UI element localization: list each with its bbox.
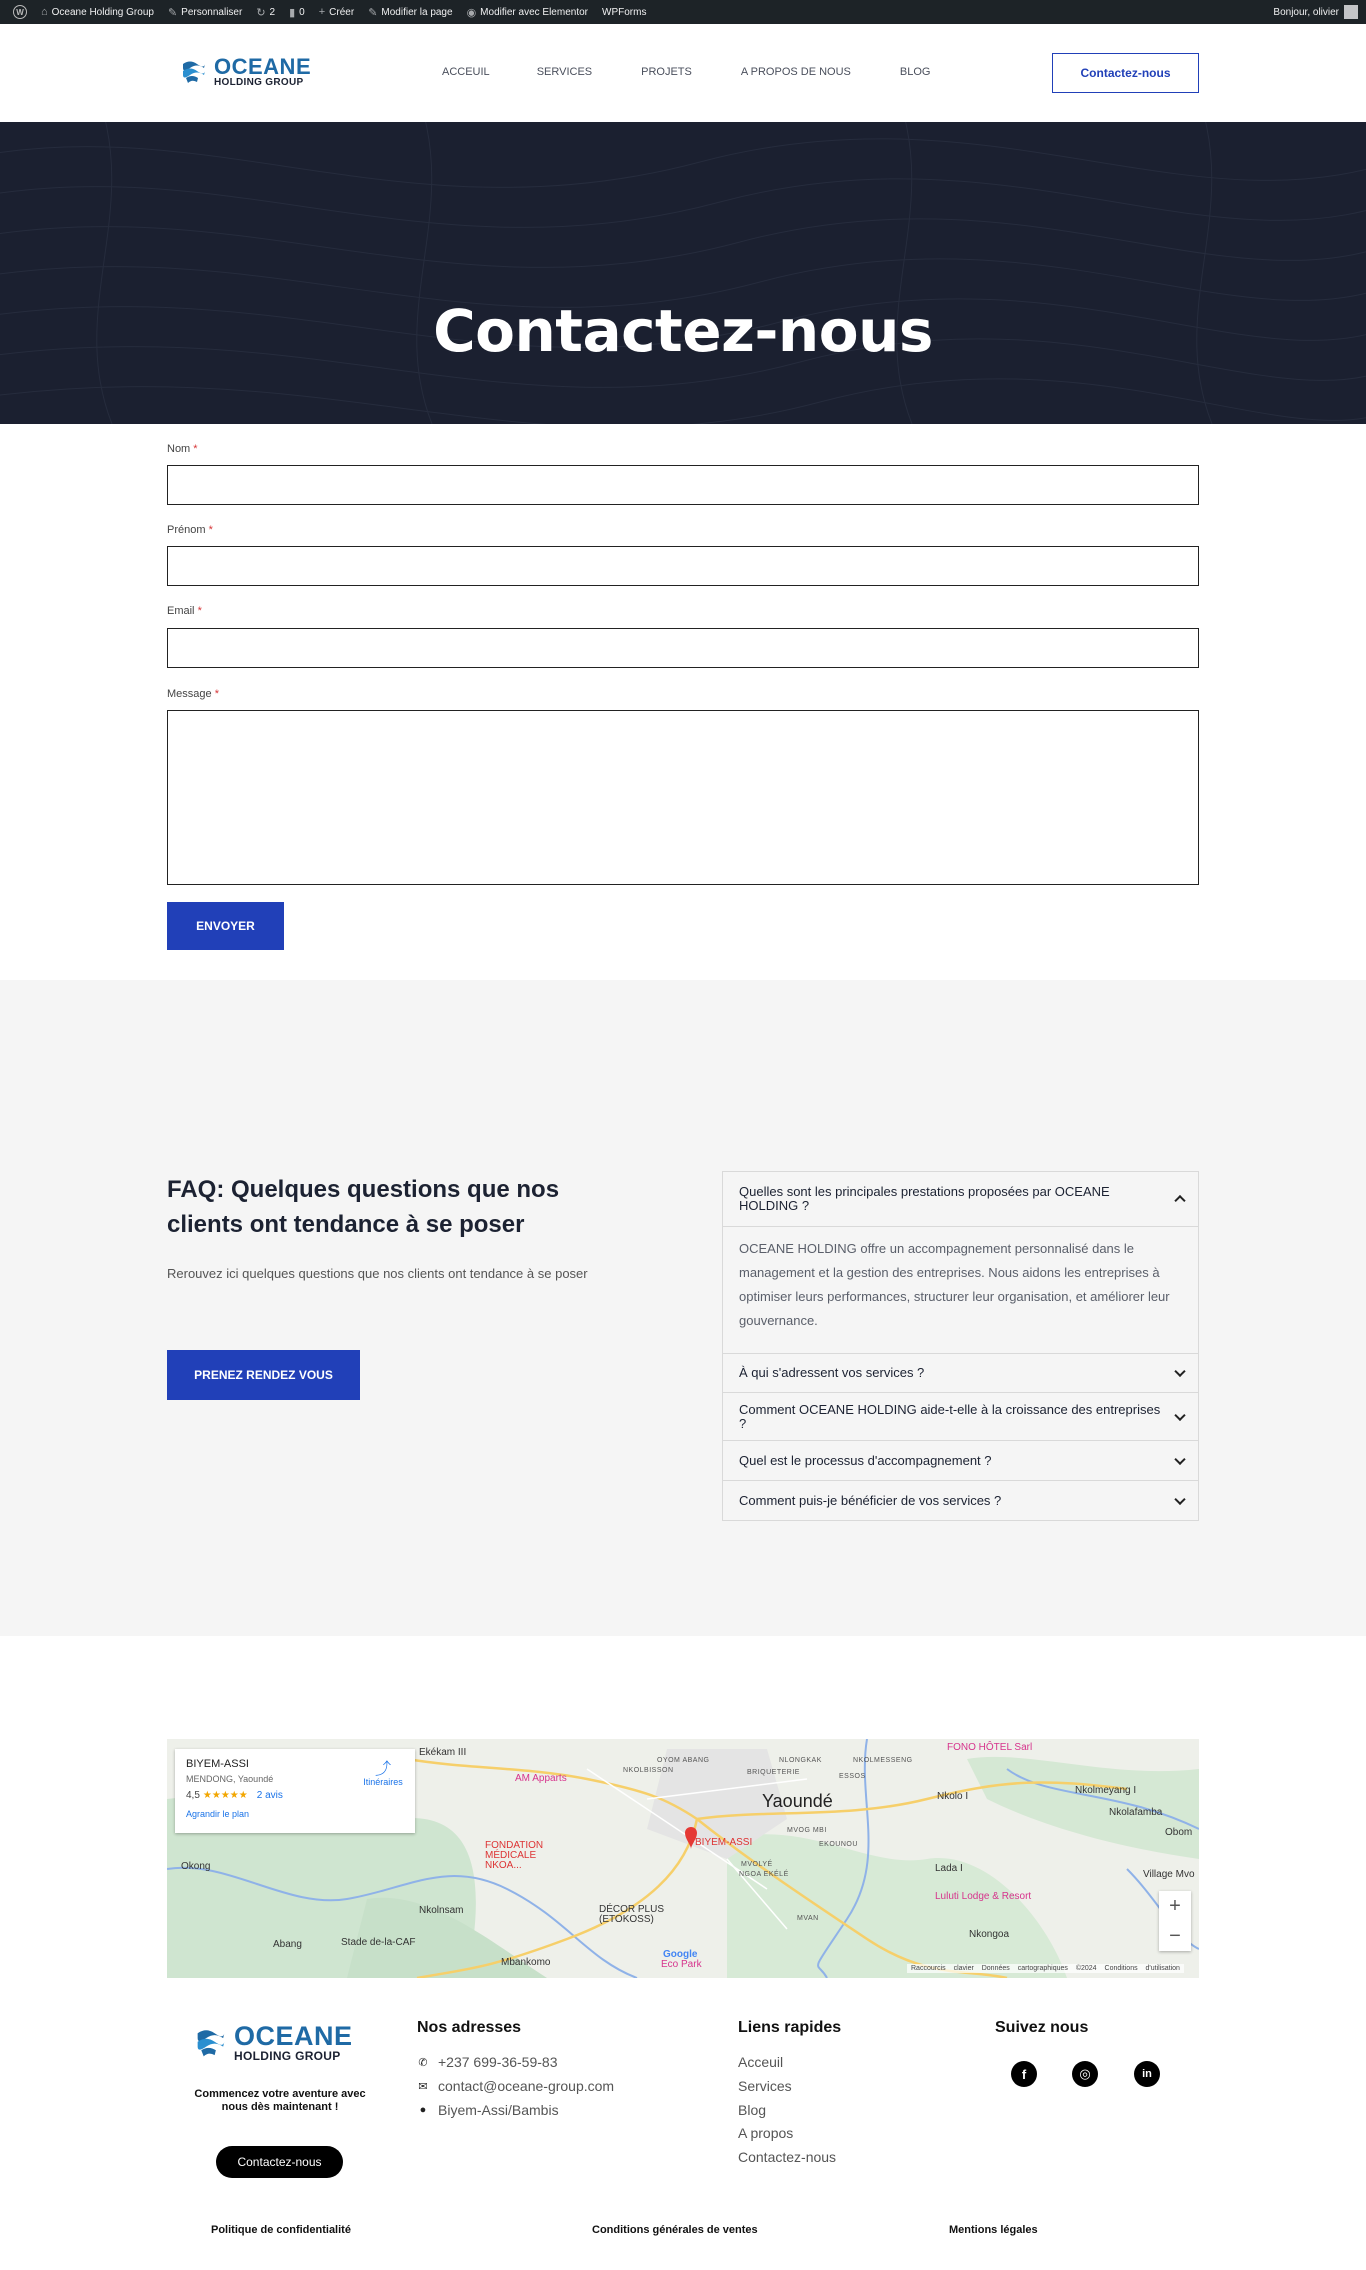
footer-links-title: Liens rapides [738, 2019, 842, 2036]
footer-tagline: Commencez votre aventure avec nous dès maintenant ! [194, 2088, 366, 2113]
nav-acceuil[interactable]: ACCEUIL [442, 66, 490, 78]
map-label: Stade de-la-CAF [341, 1937, 416, 1948]
facebook-icon[interactable]: f [1011, 2061, 1037, 2087]
footer-logo[interactable]: OCEANE HOLDING GROUP [194, 2023, 353, 2062]
admin-updates[interactable]: ↻ 2 [256, 6, 276, 19]
faq-item [723, 1480, 1198, 1520]
faq-title: FAQ: Quelques questions que nos clients ont tendance à se poser [167, 1176, 560, 1238]
home-icon: ⌂ [41, 6, 48, 18]
logo-wave-icon [180, 58, 208, 86]
zoom-in-button[interactable]: + [1169, 1894, 1181, 1917]
avatar [1344, 5, 1358, 19]
pencil-icon: ✎ [368, 6, 378, 19]
message-textarea[interactable] [167, 710, 1199, 885]
map-label: BIYEM-ASSI [695, 1837, 753, 1848]
map-label: Obom [1165, 1827, 1193, 1838]
prenom-label: Prénom * [167, 524, 213, 536]
site-footer [0, 1978, 1366, 2270]
phone-icon: ✆ [418, 2056, 428, 2069]
comment-icon: ▮ [289, 6, 296, 19]
map-label: MVOG MBI [787, 1827, 827, 1834]
faq-question-3[interactable]: Comment OCEANE HOLDING aide-t-elle à la croissance des entreprises ? [723, 1393, 1198, 1440]
footer-link-contact[interactable]: Contactez-nous [738, 2149, 837, 2165]
footer-link-services[interactable]: Services [738, 2078, 792, 2094]
terms-link[interactable]: Conditions générales de ventes [592, 2224, 758, 2236]
wordpress-icon: W [13, 5, 27, 19]
map-label: FONO HÔTEL Sarl [947, 1742, 1033, 1753]
map-label: Nkolo I [937, 1791, 969, 1802]
logo-wave-icon [194, 2026, 228, 2060]
faq-question-2[interactable]: À qui s'adressent vos services ? [723, 1354, 1198, 1392]
appointment-button[interactable]: PRENEZ RENDEZ VOUS [167, 1350, 360, 1400]
hero-pattern [0, 122, 1366, 424]
reviews-link[interactable]: 2 avis [256, 1790, 283, 1801]
nom-input[interactable] [167, 465, 1199, 505]
map-label: Village Mvo [1143, 1869, 1195, 1880]
faq-question-4[interactable]: Quel est le processus d'accompagnement ? [723, 1441, 1198, 1480]
footer-email[interactable]: ✉ contact@oceane-group.com [418, 2078, 615, 2094]
map-label: NKOLBISSON [623, 1767, 674, 1774]
faq-item [723, 1440, 1198, 1480]
zoom-out-button[interactable]: − [1169, 1924, 1181, 1947]
footer-link-a-propos[interactable]: A propos [738, 2125, 794, 2141]
map-label: OYOM ABANG [657, 1757, 710, 1764]
footer-address: ● Biyem-Assi/Bambis [417, 2102, 559, 2118]
enlarge-map-link[interactable]: Agrandir le plan [186, 1809, 250, 1819]
footer-social-title: Suivez nous [995, 2019, 1089, 2036]
admin-account[interactable]: Bonjour, olivier [1273, 5, 1366, 19]
footer-link-acceuil[interactable]: Acceuil [738, 2054, 784, 2070]
faq-description: Rerouvez ici quelques questions que nos clients ont tendance à se poser [167, 1266, 588, 1281]
admin-customize[interactable]: ✎ Personnaliser [167, 6, 243, 19]
admin-site-name[interactable]: ⌂ Oceane Holding Group [41, 6, 154, 18]
map-label: Nkolafamba [1109, 1807, 1163, 1818]
page-title: Contactez-nous [433, 297, 933, 365]
star-icon: ★★★★★ [202, 1790, 248, 1801]
nav-blog[interactable]: BLOG [899, 66, 931, 78]
chevron-down-icon [1174, 1366, 1185, 1377]
map-label: Okong [181, 1861, 211, 1872]
legal-notice-link[interactable]: Mentions légales [949, 2224, 1038, 2236]
page-hero [0, 122, 1366, 424]
faq-answer-1: OCEANE HOLDING offre un accompagnement personnalisé dans le management et la gestion des entreprises. Nous aidons les entreprises à optimiser leurs performances, structurer leur organisation, et améliorer leur gouvernance. [723, 1226, 1198, 1353]
nav-projets[interactable]: PROJETS [641, 66, 692, 78]
map-label: Abang [273, 1939, 302, 1950]
admin-wpforms[interactable]: WPForms [602, 6, 647, 18]
map-label: Eco Park [661, 1959, 702, 1970]
footer-contact-button[interactable]: Contactez-nous [216, 2146, 343, 2178]
wordpress-logo-menu[interactable] [6, 0, 34, 24]
faq-question-5[interactable]: Comment puis-je bénéficier de vos services ? [723, 1481, 1198, 1520]
map-label: Nkolmeyang I [1075, 1785, 1137, 1796]
nom-label: Nom * [167, 443, 198, 455]
privacy-policy-link[interactable]: Politique de confidentialité [211, 2224, 351, 2236]
map-label: Mbankomo [501, 1957, 551, 1968]
footer-link-blog[interactable]: Blog [738, 2102, 767, 2118]
map-label: Luluti Lodge & Resort [935, 1891, 1032, 1902]
message-label: Message * [167, 688, 219, 700]
map-label: AM Apparts [515, 1773, 567, 1784]
nav-services[interactable]: SERVICES [536, 66, 593, 78]
map-label: BRIQUETERIE [747, 1769, 800, 1776]
site-header [0, 24, 1366, 122]
admin-comments[interactable]: ▮ 0 [289, 6, 305, 19]
map-label: ESSOS [839, 1773, 866, 1780]
map-label: DÉCOR PLUS (ETOKOSS) [599, 1904, 665, 1925]
elementor-icon: ◉ [466, 6, 477, 19]
map-label: NKOLMESSENG [853, 1757, 913, 1764]
chevron-down-icon [1174, 1453, 1185, 1464]
admin-edit-page[interactable]: ✎ Modifier la page [368, 6, 453, 19]
faq-item [723, 1172, 1198, 1353]
map-label: NGOA EKÉLÉ [739, 1871, 789, 1878]
location-pin-icon: ● [419, 2104, 427, 2116]
faq-section [0, 980, 1366, 1636]
faq-accordion [722, 1171, 1199, 1521]
directions-button[interactable]: ⤴ Itinéraires [363, 1761, 403, 1787]
prenom-input[interactable] [167, 546, 1199, 586]
map-label: MVOLYÉ [741, 1861, 773, 1868]
map-label: Nkolnsam [419, 1905, 464, 1916]
footer-addresses-title: Nos adresses [417, 2019, 522, 2036]
footer-phone[interactable]: ✆ +237 699-36-59-83 [418, 2054, 558, 2070]
instagram-icon[interactable]: ◎ [1072, 2061, 1098, 2087]
chevron-down-icon [1174, 1409, 1185, 1420]
admin-bar [0, 0, 1366, 24]
admin-edit-elementor[interactable]: ◉ Modifier avec Elementor [466, 6, 588, 19]
map-label-city: Yaoundé [762, 1791, 833, 1811]
map-label: Lada I [935, 1863, 963, 1874]
header-contact-button[interactable]: Contactez-nous [1052, 53, 1199, 93]
site-logo[interactable]: OCEANE HOLDING GROUP [180, 56, 311, 88]
nav-a-propos[interactable]: A PROPOS DE NOUS [740, 66, 851, 78]
map-place-card: BIYEM-ASSI MENDONG, Yaoundé 4,5 ★★★★★ 2 avis Agrandir le plan ⤴ Itinéraires [175, 1749, 415, 1833]
admin-new[interactable]: + Créer [318, 6, 355, 18]
map-attribution: Raccourcis clavier Données cartographiques ©2024 Conditions d'utilisation [907, 1964, 1184, 1973]
google-logo: Google [663, 1949, 698, 1960]
directions-icon: ⤴ [374, 1761, 391, 1778]
email-input[interactable] [167, 628, 1199, 668]
brush-icon: ✎ [167, 6, 178, 19]
chevron-down-icon [1174, 1493, 1185, 1504]
email-label: Email * [167, 605, 202, 617]
place-rating: 4,5 ★★★★★ 2 avis [186, 1790, 283, 1801]
linkedin-icon[interactable]: in [1134, 2061, 1160, 2087]
google-map[interactable] [167, 1739, 1199, 1978]
main-nav [442, 66, 930, 78]
plus-icon: + [318, 6, 326, 18]
submit-button[interactable]: ENVOYER [167, 902, 284, 950]
map-label: Nkongoa [969, 1929, 1010, 1940]
map-label: MVAN [797, 1915, 819, 1922]
envelope-icon: ✉ [418, 2080, 428, 2093]
map-label: NLONGKAK [779, 1757, 822, 1764]
map-label: Ekékam III [419, 1747, 467, 1758]
faq-item [723, 1392, 1198, 1440]
map-zoom-control [1159, 1891, 1191, 1951]
faq-question-1[interactable]: Quelles sont les principales prestations proposées par OCEANE HOLDING ? [723, 1172, 1198, 1226]
map-label: FONDATION MÉDICALE NKOA... [485, 1840, 544, 1871]
faq-item [723, 1353, 1198, 1392]
chevron-up-icon [1174, 1195, 1185, 1206]
updates-icon: ↻ [256, 6, 266, 19]
map-label: EKOUNOU [819, 1841, 858, 1848]
